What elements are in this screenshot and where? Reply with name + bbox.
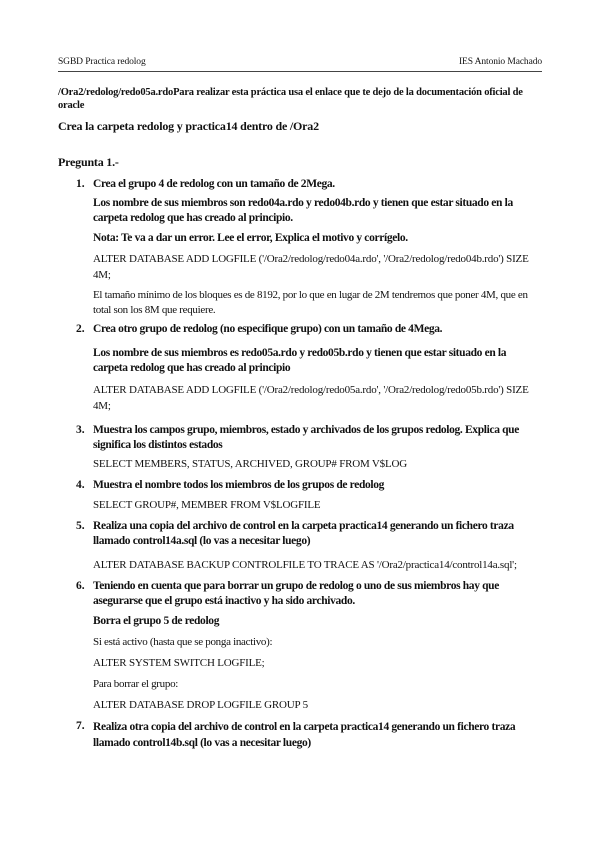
exercise-list	[58, 177, 542, 751]
item-question: Muestra los campos grupo, miembros, estado y archivados de los grupos redolog. Explica que significa los distintos estados	[93, 424, 519, 451]
sql-statement: ALTER SYSTEM SWITCH LOGFILE;	[93, 657, 265, 669]
list-item	[58, 579, 542, 713]
item-question-detail: Los nombre de sus miembros son redo04a.rdo y redo04b.rdo y tienen que estar situado en la carpeta redolog que has creado al principio.	[93, 197, 513, 224]
item-question-detail: Los nombre de sus miembros es redo05a.rdo y redo05b.rdo y tienen que estar situado en la carpeta redolog que has creado al principio	[93, 347, 507, 374]
header-right-school: IES Antonio Machado	[458, 57, 542, 67]
item-question: Muestra el nombre todos los miembros de los grupos de redolog	[93, 479, 385, 491]
intro-note: /Ora2/redolog/redo05a.rdoPara realizar esta práctica usa el enlace que te dejo de la documentación oficial de oracle	[58, 87, 523, 111]
document-body	[58, 86, 542, 751]
sql-statement: ALTER DATABASE DROP LOGFILE GROUP 5	[93, 699, 308, 711]
header-left-title: SGBD Practica redolog	[58, 57, 146, 67]
item-question: Realiza otra copia del archivo de control en la carpeta practica14 generando un fichero traza llamado control14b.sql (lo vas a necesitar luego)	[93, 721, 516, 749]
item-number: 6.	[76, 580, 85, 592]
sql-statement: ALTER DATABASE ADD LOGFILE ('/Ora2/redolog/redo05a.rdo', '/Ora2/redolog/redo05b.rdo') SIZE 4M;	[93, 384, 529, 412]
sql-statement: ALTER DATABASE BACKUP CONTROLFILE TO TRACE AS '/Ora2/practica14/control14a.sql';	[93, 559, 517, 571]
list-item	[58, 177, 542, 318]
answer-text: Si está activo (hasta que se ponga inactivo):	[93, 636, 273, 648]
sql-statement: SELECT GROUP#, MEMBER FROM V$LOGFILE	[93, 499, 321, 511]
list-item	[58, 423, 542, 472]
item-question: Teniendo en cuenta que para borrar un grupo de redolog o uno de sus miembros hay que asegurarse que el grupo está inactivo y ha sido archivado.	[93, 580, 499, 607]
item-number: 7.	[76, 720, 85, 732]
item-number: 1.	[76, 178, 85, 190]
item-number: 5.	[76, 520, 85, 532]
item-note: Nota: Te va a dar un error. Lee el error, Explica el motivo y corrígelo.	[93, 232, 408, 244]
list-item	[58, 519, 542, 573]
item-number: 3.	[76, 424, 85, 436]
create-folders-instruction: Crea la carpeta redolog y practica14 dentro de /Ora2	[58, 119, 319, 133]
sql-statement: SELECT MEMBERS, STATUS, ARCHIVED, GROUP# FROM V$LOG	[93, 458, 407, 470]
page-header	[58, 57, 542, 72]
list-item	[58, 322, 542, 414]
sql-statement: ALTER DATABASE ADD LOGFILE ('/Ora2/redolog/redo04a.rdo', '/Ora2/redolog/redo04b.rdo') SIZE 4M;	[93, 253, 529, 281]
answer-text: El tamaño mínimo de los bloques es de 8192, por lo que en lugar de 2M tendremos que poner 4M, que en total son los 8M que requiere.	[93, 289, 528, 316]
item-question: Crea otro grupo de redolog (no especifique grupo) con un tamaño de 4Mega.	[93, 323, 443, 335]
item-question: Realiza una copia del archivo de control en la carpeta practica14 generando un fichero traza llamado control14a.sql (lo vas a necesitar luego)	[93, 520, 514, 547]
item-question-detail: Borra el grupo 5 de redolog	[93, 615, 220, 627]
list-item	[58, 478, 542, 513]
item-number: 2.	[76, 323, 85, 335]
answer-text: Para borrar el grupo:	[93, 678, 179, 690]
item-question: Crea el grupo 4 de redolog con un tamaño de 2Mega.	[93, 178, 335, 190]
question-heading: Pregunta 1.-	[58, 155, 119, 169]
list-item	[58, 719, 542, 751]
item-number: 4.	[76, 479, 85, 491]
